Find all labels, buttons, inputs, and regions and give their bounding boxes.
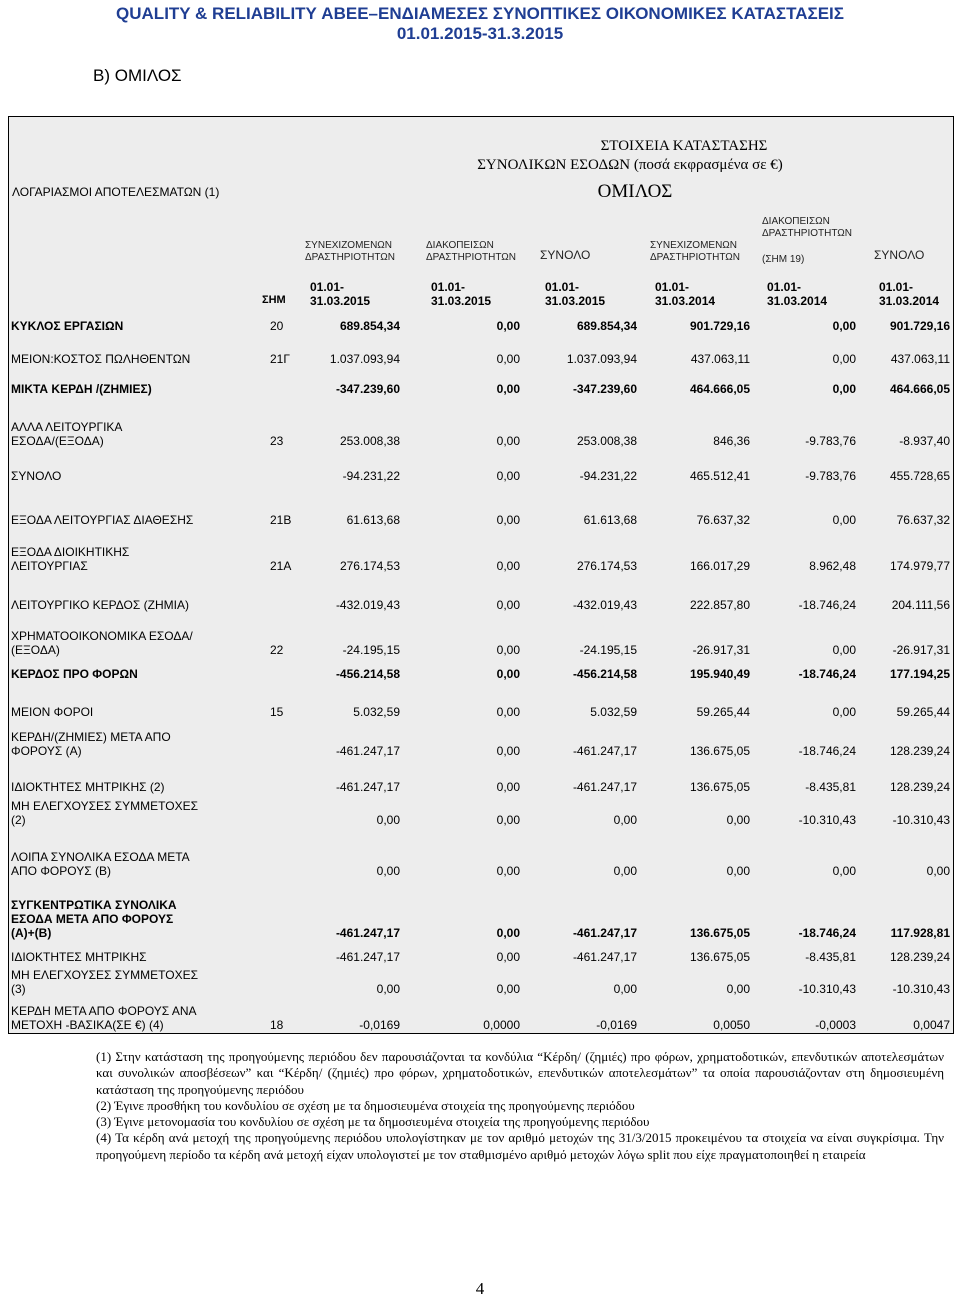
cell-value: -347.239,60 <box>572 382 637 396</box>
cell-value: 0,00 <box>376 982 400 996</box>
column-period <box>431 280 491 308</box>
row-label-line: ΚΕΡΔΟΣ ΠΡΟ ΦΟΡΩΝ <box>11 667 138 681</box>
row-label <box>11 898 177 940</box>
cell-value: 276.174,53 <box>576 559 637 573</box>
period-line: 01.01- <box>879 280 914 294</box>
cell-value: -94.231,22 <box>579 469 637 483</box>
cell-value: 0,00 <box>832 382 856 396</box>
column-header-line: ΔΙΑΚΟΠΕΙΣΩΝ <box>762 216 830 227</box>
row-label <box>11 382 152 396</box>
cell-value: 0,00 <box>496 864 520 878</box>
cell-value: -461.247,17 <box>335 926 400 940</box>
cell-value: 689.854,34 <box>576 319 637 333</box>
cell-value: -456.214,58 <box>335 667 400 681</box>
cell-value: -18.746,24 <box>798 598 856 612</box>
document-title: QUALITY & RELIABILITY ΑΒΕΕ–ΕΝΔΙΑΜΕΣΕΣ ΣΥΝΟΠΤΙΚΕΣ ΟΙΚΟΝΟΜΙΚΕΣ ΚΑΤΑΣΤΑΣΕΙΣ <box>116 4 844 23</box>
cell-value: -10.310,43 <box>798 982 856 996</box>
cell-value: -9.783,76 <box>805 434 856 448</box>
cell-value: -8.435,81 <box>805 780 856 794</box>
row-label <box>11 469 61 483</box>
row-label-line: ΜΕΙΟΝ ΦΟΡΟΙ <box>11 705 94 719</box>
row-label-line: ΑΠΟ ΦΟΡΟΥΣ (Β) <box>11 864 111 878</box>
cell-value: 128.239,24 <box>889 744 950 758</box>
accounts-label: ΛΟΓΑΡΙΑΣΜΟΙ ΑΠΟΤΕΛΕΣΜΑΤΩΝ (1) <box>12 185 220 199</box>
table-title: ΣΤΟΙΧΕΙΑ ΚΑΤΑΣΤΑΣΗΣ <box>600 138 768 154</box>
footnote: (4) Τα κέρδη ανά μετοχή της προηγούμενης περιόδου υπολογίστηκαν με τον αριθμό μετοχών της 31/3/2015 προκειμένου τα στοιχεία να είναι συγκρίσιμα. Την προηγούμενη περίοδο τα κέρδη ανά μετοχή είχαν υπολογιστεί με τον σταθμισμένο αριθμό μετοχών λόγω split που είχε πραγματοποιηθεί η εταιρεία <box>96 1130 944 1162</box>
cell-value: 0,00 <box>926 864 950 878</box>
row-note: 21Β <box>270 513 292 527</box>
column-period <box>310 280 370 308</box>
cell-value: -456.214,58 <box>572 667 637 681</box>
page-number: 4 <box>475 1279 485 1298</box>
cell-value: -0,0003 <box>815 1018 856 1032</box>
cell-value: 0,00 <box>726 813 750 827</box>
cell-value: -461.247,17 <box>335 950 400 964</box>
row-label <box>11 850 190 878</box>
cell-value: 61.613,68 <box>583 513 637 527</box>
row-label-line: ΕΞΟΔΑ ΛΕΙΤΟΥΡΓΙΑΣ ΔΙΑΘΕΣΗΣ <box>11 513 194 527</box>
row-label-line: ΛΕΙΤΟΥΡΓΙΑΣ <box>11 559 88 573</box>
column-header-line: ΣΥΝΕΧΙΖΟΜΕΝΩΝ <box>650 240 737 251</box>
cell-value: 128.239,24 <box>889 780 950 794</box>
cell-value: 76.637,32 <box>896 513 950 527</box>
row-label <box>11 1004 197 1032</box>
row-note: 23 <box>270 434 284 448</box>
row-label-line: ΙΔΙΟΚΤΗΤΕΣ ΜΗΤΡΙΚΗΣ (2) <box>11 780 165 794</box>
column-header-line: ΣΥΝΕΧΙΖΟΜΕΝΩΝ <box>305 240 392 251</box>
column-period <box>767 280 827 308</box>
cell-value: 0,00 <box>832 705 856 719</box>
period-line: 01.01- <box>545 280 580 294</box>
column-header-line: ΔΡΑΣΤΗΡΙΟΤΗΤΩΝ <box>305 252 395 263</box>
cell-value: 0,00 <box>496 643 520 657</box>
cell-value: 0,00 <box>726 982 750 996</box>
column-header-line: (ΣΗΜ 19) <box>762 254 805 265</box>
row-note: 21Α <box>270 559 292 573</box>
column-header-line: ΔΡΑΣΤΗΡΙΟΤΗΤΩΝ <box>650 252 740 263</box>
footnote: (3) Έγινε μετονομασία του κονδυλίου σε σχέση με τα δημοσιευμένα στοιχεία της προηγούμενης περιόδου <box>96 1114 650 1130</box>
cell-value: 8.962,48 <box>809 559 856 573</box>
column-period <box>879 280 939 308</box>
cell-value: 465.512,41 <box>689 469 750 483</box>
cell-value: 0,00 <box>496 813 520 827</box>
cell-value: 174.979,77 <box>889 559 950 573</box>
row-label-line: ΕΞΟΔΑ ΔΙΟΙΚΗΤΙΚΗΣ <box>11 545 130 559</box>
column-period <box>545 280 605 308</box>
cell-value: -461.247,17 <box>572 950 637 964</box>
cell-value: 901.729,16 <box>889 319 950 333</box>
cell-value: 0,00 <box>496 469 520 483</box>
cell-value: -94.231,22 <box>342 469 400 483</box>
row-label <box>11 598 189 612</box>
cell-value: 0,00 <box>496 559 520 573</box>
cell-value: 0,00 <box>496 352 520 366</box>
cell-value: 0,00 <box>376 864 400 878</box>
cell-value: 117.928,81 <box>890 926 950 940</box>
row-label-line: ΜΕΤΟΧΗ -ΒΑΣΙΚΑ(ΣΕ €) (4) <box>11 1018 164 1032</box>
cell-value: 0,00 <box>496 950 520 964</box>
cell-value: -461.247,17 <box>335 744 400 758</box>
row-label-line: ΕΣΟΔΑ ΜΕΤΑ ΑΠΟ ΦΟΡΟΥΣ <box>11 912 174 926</box>
row-label-line: ΕΣΟΔΑ/(ΕΞΟΔΑ) <box>11 434 104 448</box>
cell-value: 166.017,29 <box>689 559 750 573</box>
row-label <box>11 705 93 719</box>
row-label-line: ΜΕΙΟΝ:ΚΟΣΤΟΣ ΠΩΛΗΘΕΝΤΩΝ <box>11 352 191 366</box>
cell-value: 5.032,59 <box>590 705 637 719</box>
row-note: 15 <box>270 705 284 719</box>
column-period <box>655 280 715 308</box>
row-label <box>11 968 198 996</box>
row-label <box>11 352 190 366</box>
column-header-line: ΣΥΝΟΛΟ <box>540 248 591 262</box>
cell-value: 0,00 <box>496 926 520 940</box>
row-label <box>11 545 129 573</box>
cell-value: -26.917,31 <box>892 643 950 657</box>
column-header <box>540 249 590 261</box>
footnotes <box>96 1049 944 1163</box>
column-header <box>305 240 395 264</box>
period-line: 31.03.2015 <box>545 294 606 308</box>
row-note: 21Γ <box>270 352 290 366</box>
cell-value: 136.675,05 <box>689 926 750 940</box>
column-header-line: ΣΥΝΟΛΟ <box>874 248 925 262</box>
row-label-line: ΛΕΙΤΟΥΡΓΙΚΟ ΚΕΡΔΟΣ (ΖΗΜΙΑ) <box>11 598 189 612</box>
cell-value: 846,36 <box>713 434 750 448</box>
period-line: 31.03.2014 <box>767 294 828 308</box>
cell-value: 177.194,25 <box>889 667 950 681</box>
cell-value: 437.063,11 <box>690 352 750 366</box>
column-header <box>762 216 852 266</box>
period-line: 01.01- <box>767 280 802 294</box>
footnote: (2) Έγινε προσθήκη του κονδυλίου σε σχέση με τα δημοσιευμένα στοιχεία της προηγούμενης περιόδου <box>96 1097 635 1113</box>
cell-value: -461.247,17 <box>572 780 637 794</box>
cell-value: -18.746,24 <box>798 926 856 940</box>
cell-value: -24.195,15 <box>579 643 637 657</box>
cell-value: 0,00 <box>832 513 856 527</box>
cell-value: -10.310,43 <box>892 982 950 996</box>
cell-value: -24.195,15 <box>342 643 400 657</box>
column-header-line: ΔΡΑΣΤΗΡΙΟΤΗΤΩΝ <box>426 252 516 263</box>
cell-value: -432.019,43 <box>335 598 400 612</box>
cell-value: 0,00 <box>496 382 520 396</box>
row-note: 18 <box>270 1018 284 1032</box>
row-label-line: ΣΥΓΚΕΝΤΡΩΤΙΚΑ ΣΥΝΟΛΙΚΑ <box>11 898 177 912</box>
cell-value: -0,0169 <box>596 1018 637 1032</box>
cell-value: 61.613,68 <box>346 513 400 527</box>
cell-value: 0,00 <box>496 598 520 612</box>
cell-value: 464.666,05 <box>689 382 750 396</box>
row-label <box>11 319 123 333</box>
row-label <box>11 730 171 758</box>
cell-value: 0,00 <box>376 813 400 827</box>
cell-value: 0,00 <box>832 643 856 657</box>
row-label-line: ΜΙΚΤΑ ΚΕΡΔΗ /(ΖΗΜΙΕΣ) <box>11 382 152 396</box>
period-line: 31.03.2015 <box>310 294 371 308</box>
cell-value: 689.854,34 <box>339 319 400 333</box>
cell-value: 455.728,65 <box>889 469 950 483</box>
cell-value: -461.247,17 <box>335 780 400 794</box>
cell-value: -26.917,31 <box>692 643 750 657</box>
row-label-line: (2) <box>11 813 26 827</box>
cell-value: -8.435,81 <box>805 950 856 964</box>
row-label <box>11 667 138 681</box>
cell-value: 195.940,49 <box>689 667 750 681</box>
row-label-line: ΚΕΡΔΗ ΜΕΤΑ ΑΠΟ ΦΟΡΟΥΣ ΑΝΑ <box>11 1004 197 1018</box>
cell-value: 0,00 <box>496 513 520 527</box>
period-line: 01.01- <box>310 280 345 294</box>
period-line: 31.03.2014 <box>879 294 940 308</box>
note-column-header: ΣΗΜ <box>262 294 286 306</box>
cell-value: -461.247,17 <box>572 926 637 940</box>
row-note: 20 <box>270 319 284 333</box>
cell-value: 0,0000 <box>483 1018 520 1032</box>
cell-value: 136.675,05 <box>689 950 750 964</box>
row-label-line: ΦΟΡΟΥΣ (Α) <box>11 744 82 758</box>
row-label-line: (Α)+(Β) <box>11 926 52 940</box>
row-label <box>11 780 165 794</box>
cell-value: -0,0169 <box>359 1018 400 1032</box>
cell-value: 253.008,38 <box>576 434 637 448</box>
cell-value: 0,00 <box>613 982 637 996</box>
cell-value: 0,00 <box>832 319 856 333</box>
cell-value: 0,00 <box>726 864 750 878</box>
column-header-line: ΔΙΑΚΟΠΕΙΣΩΝ <box>426 240 494 251</box>
section-heading: Β) ΟΜΙΛΟΣ <box>93 66 182 85</box>
cell-value: -18.746,24 <box>798 667 856 681</box>
cell-value: 0,00 <box>496 319 520 333</box>
cell-value: 1.037.093,94 <box>566 352 637 366</box>
row-note: 22 <box>270 643 284 657</box>
cell-value: 464.666,05 <box>889 382 950 396</box>
cell-value: 136.675,05 <box>689 744 750 758</box>
row-label-line: ΙΔΙΟΚΤΗΤΕΣ ΜΗΤΡΙΚΗΣ <box>11 950 147 964</box>
row-label <box>11 420 122 448</box>
row-label <box>11 799 198 827</box>
cell-value: 5.032,59 <box>353 705 400 719</box>
cell-value: 59.265,44 <box>696 705 750 719</box>
group-heading: ΟΜΙΛΟΣ <box>597 181 673 202</box>
row-label-line: (3) <box>11 982 26 996</box>
cell-value: -8.937,40 <box>899 434 950 448</box>
document-period: 01.01.2015-31.3.2015 <box>396 24 564 43</box>
cell-value: 0,0047 <box>913 1018 950 1032</box>
table-subtitle: ΣΥΝΟΛΙΚΩΝ ΕΣΟΔΩΝ (ποσά εκφρασμένα σε €) <box>477 157 783 173</box>
cell-value: 0,00 <box>613 864 637 878</box>
row-label-line: ΜΗ ΕΛΕΓΧΟΥΣΕΣ ΣΥΜΜΕΤΟΧΕΣ <box>11 968 199 982</box>
cell-value: 128.239,24 <box>889 950 950 964</box>
row-label-line: ΑΛΛΑ ΛΕΙΤΟΥΡΓΙΚΑ <box>11 420 123 434</box>
cell-value: 0,00 <box>832 352 856 366</box>
cell-value: 0,00 <box>496 667 520 681</box>
period-line: 31.03.2015 <box>431 294 492 308</box>
cell-value: -432.019,43 <box>572 598 637 612</box>
column-header <box>874 249 924 261</box>
cell-value: 0,00 <box>496 780 520 794</box>
cell-value: 437.063,11 <box>890 352 950 366</box>
cell-value: -347.239,60 <box>335 382 400 396</box>
row-label <box>11 950 147 964</box>
cell-value: -10.310,43 <box>798 813 856 827</box>
footnote: (1) Στην κατάσταση της προηγούμενης περιόδου δεν παρουσιάζονται τα κονδύλια “Κέρδη/ (ζημιές) προ φόρων, χρηματοδοτικών, επενδυτικών αποτελεσμάτων και συνολικών αποσβέσεων” και “Κέρδη/ (ζημιές) προ φόρων, χρηματοδοτικών, επενδυτικών αποτελεσμάτων” τα οποία παρουσιάζονταν στη δημοσιευμένη κατάσταση της προηγούμενης περιόδου <box>96 1049 944 1097</box>
row-label-line: (ΕΞΟΔΑ) <box>11 643 60 657</box>
cell-value: 0,00 <box>496 434 520 448</box>
period-line: 01.01- <box>655 280 690 294</box>
cell-value: -461.247,17 <box>572 744 637 758</box>
cell-value: -18.746,24 <box>798 744 856 758</box>
cell-value: 0,00 <box>496 705 520 719</box>
row-label-line: ΚΥΚΛΟΣ ΕΡΓΑΣΙΩΝ <box>11 319 124 333</box>
row-label-line: ΧΡΗΜΑΤΟΟΙΚΟΝΟΜΙΚΑ ΕΣΟΔΑ/ <box>11 629 193 643</box>
column-header <box>650 240 740 264</box>
cell-value: 222.857,80 <box>689 598 750 612</box>
cell-value: 204.111,56 <box>891 598 950 612</box>
row-label-line: ΛΟΙΠΑ ΣΥΝΟΛΙΚΑ ΕΣΟΔΑ ΜΕΤΑ <box>11 850 190 864</box>
row-label-line: ΚΕΡΔΗ/(ΖΗΜΙΕΣ) ΜΕΤΑ ΑΠΟ <box>11 730 171 744</box>
cell-value: 253.008,38 <box>339 434 400 448</box>
row-label <box>11 629 193 657</box>
cell-value: 0,00 <box>832 864 856 878</box>
cell-value: 901.729,16 <box>689 319 750 333</box>
cell-value: 276.174,53 <box>339 559 400 573</box>
cell-value: -9.783,76 <box>805 469 856 483</box>
cell-value: 136.675,05 <box>689 780 750 794</box>
column-header <box>426 240 516 264</box>
row-label-line: ΣΥΝΟΛΟ <box>11 469 62 483</box>
cell-value: 0,00 <box>496 982 520 996</box>
cell-value: 0,0050 <box>713 1018 750 1032</box>
cell-value: 0,00 <box>496 744 520 758</box>
cell-value: 0,00 <box>613 813 637 827</box>
cell-value: 1.037.093,94 <box>329 352 400 366</box>
cell-value: -10.310,43 <box>892 813 950 827</box>
row-label <box>11 513 193 527</box>
cell-value: 59.265,44 <box>896 705 950 719</box>
period-line: 01.01- <box>431 280 466 294</box>
column-header-line: ΔΡΑΣΤΗΡΙΟΤΗΤΩΝ <box>762 228 852 239</box>
period-line: 31.03.2014 <box>655 294 716 308</box>
row-label-line: ΜΗ ΕΛΕΓΧΟΥΣΕΣ ΣΥΜΜΕΤΟΧΕΣ <box>11 799 199 813</box>
cell-value: 76.637,32 <box>696 513 750 527</box>
